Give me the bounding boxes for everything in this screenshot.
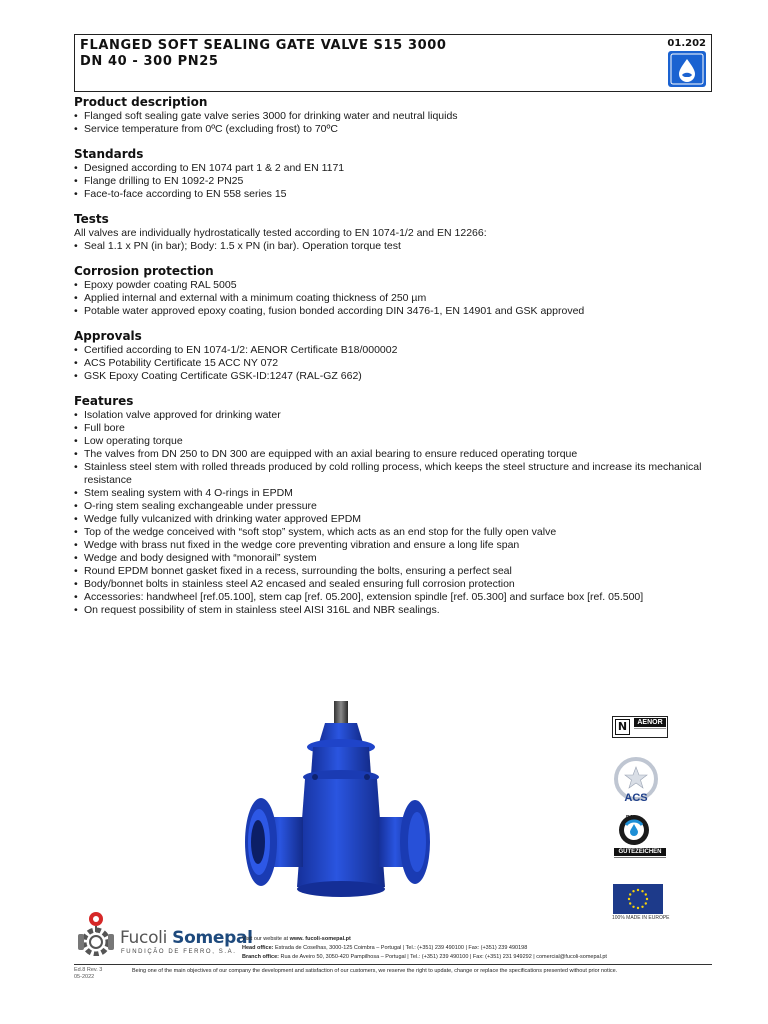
list-item: • Flanged soft sealing gate valve series 3000 for drinking water and neutral liquids [74, 110, 714, 123]
list-item: • Isolation valve approved for drinking water [74, 409, 714, 422]
edition-info: Ed.8 Rev. 3 05-2022 [74, 967, 103, 980]
list-item: • Round EPDM bonnet gasket fixed in a recess, surrounding the bolts, ensuring a perfect seal [74, 565, 714, 578]
content-area [74, 95, 714, 628]
list-item: • ACS Potability Certificate 15 ACC NY 072 [74, 357, 714, 370]
list-item: • Wedge and body designed with “monorail” system [74, 552, 714, 565]
eu-star-icon [641, 890, 643, 892]
section-title: Corrosion protection [74, 264, 214, 278]
list-item: • O-ring stem sealing exchangeable under pressure [74, 500, 714, 513]
list-item: • Wedge with brass nut fixed in the wedge core preventing vibration and ensure a long life span [74, 539, 714, 552]
list-item: • Seal 1.1 x PN (in bar); Body: 1.5 x PN (in bar). Operation torque test [74, 240, 714, 253]
eu-star-icon [645, 893, 647, 895]
eu-star-icon [632, 890, 634, 892]
section-title: Product description [74, 95, 208, 109]
eu-star-icon [632, 906, 634, 908]
eu-star-icon [629, 893, 631, 895]
website-line: Visit our website at www. fucoli-somepal.pt [242, 936, 351, 942]
list-item: • Accessories: handwheel [ref.05.100], stem cap [ref. 05.200], extension spindle [ref. 05.300] and surface box [ref. 05.500] [74, 591, 714, 604]
eu-star-icon [628, 898, 630, 900]
list-item: • Certified according to EN 1074-1/2: AENOR Certificate B18/000002 [74, 344, 714, 357]
list-item: • On request possibility of stem in stainless steel AISI 316L and NBR sealings. [74, 604, 714, 617]
eu-star-icon [637, 907, 639, 909]
acs-certification-logo [611, 757, 661, 805]
list-item: • GSK Epoxy Coating Certificate GSK-ID:1247 (RAL-GZ 662) [74, 370, 714, 383]
acs-label: ACS [624, 792, 648, 804]
section-features [74, 394, 714, 617]
list-item: • Epoxy powder coating RAL 5005 [74, 279, 714, 292]
eu-star-icon [637, 889, 639, 891]
list-item: • Wedge fully vulcanized with drinking water approved EPDM [74, 513, 714, 526]
list-item: • Top of the wedge conceived with “soft stop” system, which acts as an end stop for the fully open valve [74, 526, 714, 539]
svg-text:RAL: RAL [626, 815, 637, 821]
section-intro: All valves are individually hydrostatically tested according to EN 1074-1/2 and EN 12266: [74, 227, 487, 239]
eu-flag-icon [613, 884, 663, 914]
product-size-range: DN 40 - 300 PN25 [80, 54, 219, 69]
eu-star-icon [641, 906, 643, 908]
section-title: Tests [74, 212, 109, 226]
footer-divider [74, 964, 712, 965]
list-item: • Body/bonnet bolts in stainless steel A2 encased and sealed ensuring full corrosion protection [74, 578, 714, 591]
section-tests [74, 212, 714, 253]
eu-star-icon [645, 902, 647, 904]
company-name-part1: Fucoli [120, 928, 173, 948]
section-title: Approvals [74, 329, 142, 343]
disclaimer-text: Being one of the main objectives of our company the development and satisfaction of our customers, we reserve the right to update, change or replace the specifications presented without prior notice. [132, 968, 618, 974]
aenor-n-mark: N [615, 719, 630, 735]
list-item: • Service temperature from 0ºC (excluding frost) to 70ºC [74, 123, 714, 136]
ral-label: GÜTEZEICHEN [614, 848, 666, 856]
section-standards [74, 147, 714, 201]
list-item: • Stainless steel stem with rolled threads produced by cold rolling process, which keeps the steel structure and increase its mechanical resistance [74, 461, 714, 487]
list-item: • Full bore [74, 422, 714, 435]
branch-office-line: Branch office: Rua de Aveiro 50, 3050-420 Pampilhosa – Portugal | Tel.: (+351) 239 490100 | Fax: (+351) 231 949292 | comercial@fucoli-somepal.pt [242, 954, 607, 960]
eu-star-icon [629, 902, 631, 904]
list-item: • Low operating torque [74, 435, 714, 448]
header-box [74, 34, 712, 92]
product-title: FLANGED SOFT SEALING GATE VALVE S15 3000 [80, 38, 447, 53]
head-office-line: Head office: Estrada de Coselhas, 3000-125 Coimbra – Portugal | Tel.: (+351) 239 490100 | Fax: (+351) 239 490198 [242, 945, 528, 951]
gate-valve-illustration [243, 697, 433, 912]
list-item: • Stem sealing system with 4 O-rings in EPDM [74, 487, 714, 500]
section-title: Features [74, 394, 134, 408]
document-reference: 01.202 [667, 38, 706, 49]
list-item: • Flange drilling to EN 1092-2 PN25 [74, 175, 714, 188]
section-product-description [74, 95, 714, 136]
company-name [120, 928, 253, 948]
water-drop-icon [668, 51, 706, 87]
section-title: Standards [74, 147, 144, 161]
eu-star-icon [646, 898, 648, 900]
section-approvals [74, 329, 714, 383]
section-corrosion-protection [74, 264, 714, 318]
company-name-part2: Somepal [172, 928, 253, 948]
company-tagline: FUNDIÇÃO DE FERRO, S.A. [121, 949, 237, 955]
aenor-certification-logo [612, 716, 668, 738]
list-item: • Designed according to EN 1074 part 1 & 2 and EN 1171 [74, 162, 714, 175]
made-in-europe-caption: 100% MADE IN EUROPE [612, 915, 670, 921]
list-item: • Potable water approved epoxy coating, fusion bonded according DIN 3476-1, EN 14901 and GSK approved [74, 305, 714, 318]
ral-gutezeichen-logo [613, 813, 667, 847]
aenor-label: AENOR [634, 718, 666, 727]
list-item: • Face-to-face according to EN 558 series 15 [74, 188, 714, 201]
website-link[interactable]: www. fucoli-somepal.pt [289, 936, 351, 942]
fucoli-somepal-logo-icon [74, 910, 118, 956]
list-item: • The valves from DN 250 to DN 300 are equipped with an axial bearing to ensure reduced operating torque [74, 448, 714, 461]
list-item: • Applied internal and external with a minimum coating thickness of 250 µm [74, 292, 714, 305]
